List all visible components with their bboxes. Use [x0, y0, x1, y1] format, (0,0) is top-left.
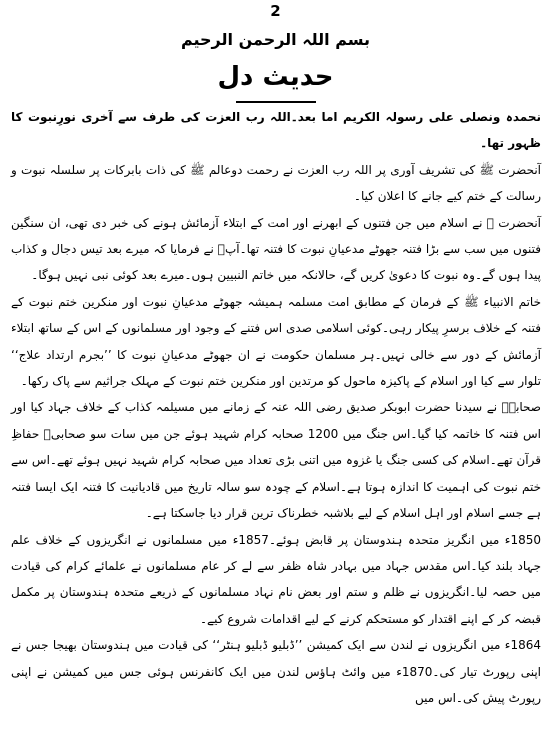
page-number: 2: [270, 2, 281, 20]
body-text: [11, 104, 541, 711]
paragraph: آنحضرت ﷺ کی تشریف آوری پر اللہ رب العزت نے رحمت دوعالم ﷺ کی ذات بابرکات پر سلسلہ نبوت و رسالت کے ختم کیے جانے کا اعلان کیا۔: [11, 162, 541, 204]
paragraph: صحابہؓ نے سیدنا حضرت ابوبکر صدیق رضی اللہ عنہ کے زمانے میں مسیلمہ کذاب کے خلاف جہاد کیا اور اس فتنہ کا خاتمہ کیا گیا۔اس جنگ میں 1200 صحابہ کرام شہید ہوئے جن میں سات سو صحابیؓ حفاظِ قرآن تھے۔اسلام کی کسی جنگ یا غزوہ میں اتنی بڑی تعداد میں صحابہ کرام شہید نہیں ہوئے تھے۔اس سے ختم نبوت کی اہمیت کا اندازہ ہوتا ہے۔اسلام کے چودہ سو سالہ تاریخ میں قادیانیت کا فتنہ ایک ایسا فتنہ ہے جسے اسلام اور اہل اسلام کے لیے بلاشبہ خطرناک ترین قرار دیا جاسکتا ہے۔: [11, 400, 542, 521]
page-title: حدیث دل: [217, 62, 334, 92]
title-underline: [236, 101, 316, 103]
basmala-heading: بسم اللہ الرحمن الرحیم: [180, 30, 371, 49]
paragraph-opening: نحمدہ ونصلی علی رسولہ الکریم اما بعد۔اللہ رب العزت کی طرف سے آخری نورِنبوت کا ظہور تھا۔: [11, 110, 541, 151]
paragraph: 1850ء میں انگریز متحدہ ہندوستان پر قابض ہوئے۔1857ء میں مسلمانوں نے انگریزوں کے خلاف علم جہاد بلند کیا۔اس مقدس جہاد میں بہادر شاہ ظفر سے لے کر عام مسلمانوں نے علمائے کرام کی قیادت میں حصہ لیا۔انگریزوں نے ظلم و ستم اور بعض نام نہاد مسلمانوں کے ذریعے متحدہ ہندوستان پر مکمل قبضہ کر کے اپنے اقتدار کو مستحکم کرنے کے لیے اقدامات شروع کیے۔: [11, 532, 541, 626]
paragraph: 1864ء میں انگریزوں نے لندن سے ایک کمیشن ’’ڈبلیو ڈبلیو ہنٹر‘‘ کی قیادت میں ہندوستان بھیجا جس نے اپنی رپورٹ تیار کی۔1870ء میں وائٹ ہاؤس لندن میں ایک کانفرنس ہوئی جس میں کمیشن نے اپنی رپورٹ پیش کی۔اس میں: [11, 638, 542, 705]
paragraph: خاتم الانبیاء ﷺ کے فرمان کے مطابق امت مسلمہ ہمیشہ جھوٹے مدعیانِ نبوت اور منکرین ختم نبوت کے فتنہ کے خلاف برسرِ پیکار رہی۔کوئی اسلامی صدی اس فتنے کے وجود اور مسلمانوں کے اس کے ساتھ ابتلاء آزمائش کے دور سے خالی نہیں۔ہر مسلمان حکومت نے ان جھوٹے مدعیانِ نبوت کا ’’بجرم ارتداد علاج‘‘ تلوار سے کیا اور اسلام کے پاکیزہ ماحول کو مرتدین اور منکرین ختم نبوت کے مہلک جراثیم سے پاک رکھا۔: [11, 294, 541, 389]
paragraph: آنحضرت ﷺ نے اسلام میں جن فتنوں کے ابھرنے اور امت کے ابتلاء آزمائش ہونے کی خبر دی تھی، ان سنگین فتنوں میں سب سے بڑا فتنہ جھوٹے مدعیانِ نبوت کا فتنہ تھا۔آپؐ نے فرمایا کہ میرے بعد تیس دجال و کذاب پیدا ہوں گے۔وہ نبوت کا دعویٰ کریں گے، حالانکہ میں خاتم النبیین ہوں۔میرے بعد کوئی نبی نہیں ہوگا۔: [11, 215, 541, 283]
